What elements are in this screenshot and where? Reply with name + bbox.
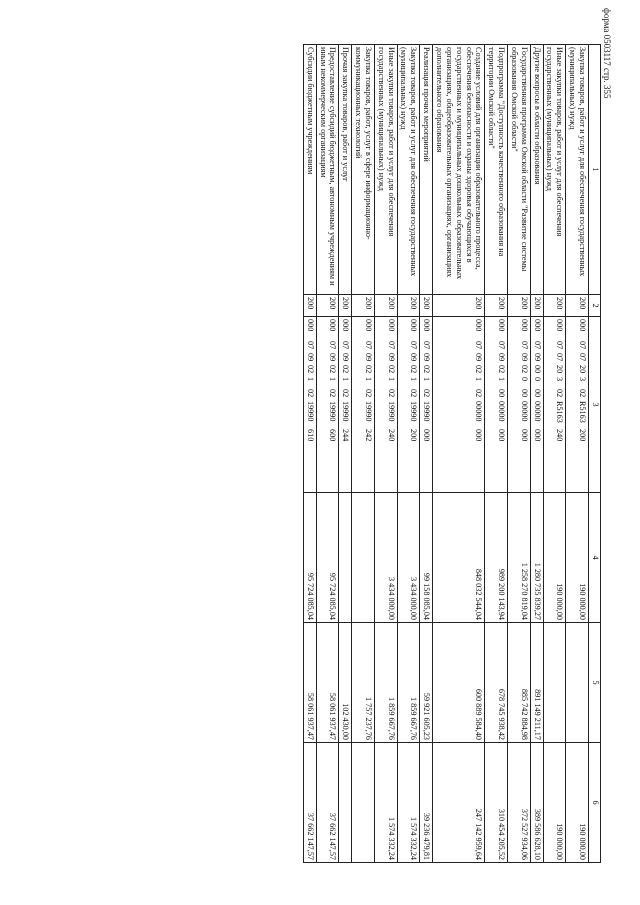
row-name: Субсидии бюджетным учреждениям [303, 45, 316, 295]
table-row [433, 45, 485, 863]
row-value-approved: 190 000,00 [566, 493, 589, 623]
code-part: 20 [555, 365, 565, 374]
row-value-approved: 95 724 085,04 [303, 493, 316, 623]
row-classification-code [339, 317, 352, 493]
code-part: 07 [555, 341, 565, 350]
code-part: 3 [578, 377, 587, 382]
code-part: 02 [341, 365, 351, 374]
code-part: 02 [474, 389, 484, 398]
row-line-code: 200 [508, 295, 531, 317]
row-line-code: 200 [433, 295, 485, 317]
row-value-executed: 1 859 667,76 [397, 623, 420, 743]
row-name: Предоставление субсидий бюджетным, автономным учреждениям и иным некоммерческим организациям [316, 45, 339, 295]
code-part: 610 [305, 429, 315, 442]
code-part: 1 [363, 377, 373, 382]
code-part: 02 [363, 389, 373, 398]
row-line-code: 200 [352, 295, 375, 317]
code-part: 19990 [328, 401, 338, 422]
row-value-remaining [352, 743, 375, 863]
code-part: 09 [422, 353, 432, 362]
row-classification-code [303, 317, 316, 493]
code-part: 00 [532, 365, 542, 374]
code-part: 02 [386, 365, 396, 374]
row-value-approved: 1 258 270 819,04 [508, 493, 531, 623]
row-value-approved: 99 158 085,04 [420, 493, 433, 623]
row-name: Реализация прочих мероприятий [420, 45, 433, 295]
code-part: 000 [386, 319, 396, 332]
row-name: Закупка товаров, работ и услуг для обеспечения государственных (муниципальных) нужд [566, 45, 589, 295]
code-part: 3 [555, 377, 565, 382]
code-part: 09 [363, 353, 373, 362]
code-part: 000 [474, 319, 484, 332]
table-row [420, 45, 433, 863]
table-row [374, 45, 397, 863]
code-part: 0 [532, 377, 542, 382]
row-classification-code [508, 317, 531, 493]
header-row [589, 45, 601, 863]
code-part: 1 [497, 377, 507, 382]
code-part: 09 [474, 353, 484, 362]
code-part: 02 [409, 365, 419, 374]
row-value-approved: 3 434 000,00 [374, 493, 397, 623]
code-part: 1 [341, 377, 351, 382]
row-name: Прочая закупка товаров, работ и услуг [339, 45, 352, 295]
row-value-remaining [339, 743, 352, 863]
row-value-approved: 3 434 000,00 [397, 493, 420, 623]
code-part: 19990 [341, 401, 351, 422]
column-header-6: 6 [589, 743, 601, 863]
code-part: 000 [422, 319, 432, 332]
row-classification-code [543, 317, 566, 493]
row-line-code: 200 [316, 295, 339, 317]
code-part: 00 [532, 389, 542, 398]
code-part: 07 [497, 341, 507, 350]
table-row [316, 45, 339, 863]
code-part: 07 [578, 353, 587, 362]
code-part: 07 [422, 341, 432, 350]
budget-table [303, 44, 601, 863]
row-value-remaining: 37 662 147,57 [303, 743, 316, 863]
code-part: 02 [409, 389, 419, 398]
code-part: 19990 [386, 401, 396, 422]
code-part: 07 [409, 341, 419, 350]
table-row [303, 45, 316, 863]
code-part: 07 [474, 341, 484, 350]
code-part: 000 [532, 429, 542, 442]
code-part: 1 [474, 377, 484, 382]
row-classification-code [485, 317, 508, 493]
table-row [566, 45, 589, 863]
code-part: 09 [341, 353, 351, 362]
row-name: Государственная программа Омской области "Развитие системы образования Омской области" [508, 45, 531, 295]
code-part: R5163 [578, 401, 587, 423]
code-part: 07 [519, 341, 529, 350]
row-value-executed: 678 745 938,42 [485, 623, 508, 743]
code-part: 000 [422, 429, 432, 442]
code-part: 000 [497, 429, 507, 442]
row-value-approved: 848 032 544,04 [433, 493, 485, 623]
row-value-remaining: 389 586 628,10 [530, 743, 543, 863]
code-part: 09 [519, 353, 529, 362]
column-header-3: 3 [589, 317, 601, 493]
row-name: Иные закупки товаров, работ и услуг для обеспечения государственных (муниципальных) нужд [374, 45, 397, 295]
row-line-code: 200 [420, 295, 433, 317]
code-part: 09 [409, 353, 419, 362]
code-part: 02 [328, 365, 338, 374]
code-part: 000 [555, 319, 565, 332]
row-value-executed: 1 757 237,76 [352, 623, 375, 743]
row-value-remaining: 39 236 479,81 [420, 743, 433, 863]
code-part: 000 [474, 429, 484, 442]
code-part: 000 [519, 319, 529, 332]
code-part: 000 [305, 319, 315, 332]
code-part: 07 [305, 341, 315, 350]
code-part: 200 [409, 429, 419, 442]
code-part: 20 [578, 365, 587, 374]
row-line-code: 200 [543, 295, 566, 317]
row-name: Иные закупки товаров, работ и услуг для обеспечения государственных (муниципальных) нужд [543, 45, 566, 295]
code-part: 00000 [532, 401, 542, 422]
row-value-remaining: 190 000,00 [543, 743, 566, 863]
code-part: 240 [555, 429, 565, 442]
row-name: Другие вопросы в области образования [530, 45, 543, 295]
code-part: 000 [409, 319, 419, 332]
row-value-remaining: 1 574 332,24 [397, 743, 420, 863]
code-part: 02 [305, 389, 315, 398]
table-row [485, 45, 508, 863]
code-part: 09 [532, 353, 542, 362]
code-part: 00000 [497, 401, 507, 422]
column-header-2: 2 [589, 295, 601, 317]
code-part: 07 [578, 341, 587, 350]
code-part: 09 [305, 353, 315, 362]
row-classification-code [352, 317, 375, 493]
row-value-executed: 885 742 884,98 [508, 623, 531, 743]
row-name: Создание условий для организации образовательного процесса, обеспечения безопасности и охраны здоровья обучающихся в государственных и муниципальных дошкольных образовательных организациях, общеобразовательных организациях, организациях дополнительного образования [433, 45, 485, 295]
code-part: 02 [305, 365, 315, 374]
code-part: 200 [578, 429, 587, 442]
row-value-executed: 1 859 667,76 [374, 623, 397, 743]
row-classification-code [397, 317, 420, 493]
code-part: 000 [532, 319, 542, 332]
code-part: 600 [328, 429, 338, 442]
row-value-remaining: 1 574 332,24 [374, 743, 397, 863]
form-label: форма 0503117 стр. 355 [602, 8, 612, 99]
code-part: 02 [328, 389, 338, 398]
code-part: 1 [409, 377, 419, 382]
column-header-4: 4 [589, 493, 601, 623]
row-line-code: 200 [339, 295, 352, 317]
code-part: 02 [578, 389, 587, 398]
code-part: 00 [497, 389, 507, 398]
column-header-5: 5 [589, 623, 601, 743]
code-part: 244 [341, 429, 351, 442]
row-value-approved [352, 493, 375, 623]
code-part: R5163 [555, 401, 565, 423]
code-part: 000 [578, 319, 587, 332]
row-value-executed: 58 061 937,47 [316, 623, 339, 743]
row-value-approved: 1 280 735 839,27 [530, 493, 543, 623]
code-part: 07 [363, 341, 373, 350]
row-line-code: 200 [485, 295, 508, 317]
row-line-code: 200 [530, 295, 543, 317]
row-value-remaining: 37 662 147,57 [316, 743, 339, 863]
row-value-remaining: 372 527 934,06 [508, 743, 531, 863]
code-part: 09 [386, 353, 396, 362]
code-part: 02 [555, 389, 565, 398]
row-value-remaining: 247 142 959,64 [433, 743, 485, 863]
code-part: 00000 [519, 401, 529, 422]
row-line-code: 200 [303, 295, 316, 317]
row-classification-code [316, 317, 339, 493]
row-line-code: 200 [566, 295, 589, 317]
row-value-remaining: 190 000,00 [566, 743, 589, 863]
code-part: 19990 [422, 401, 432, 422]
code-part: 02 [341, 389, 351, 398]
code-part: 19990 [305, 401, 315, 422]
code-part: 1 [422, 377, 432, 382]
row-value-approved: 95 724 085,04 [316, 493, 339, 623]
code-part: 0 [519, 377, 529, 382]
code-part: 000 [363, 319, 373, 332]
code-part: 242 [363, 429, 373, 442]
code-part: 000 [519, 429, 529, 442]
row-classification-code [374, 317, 397, 493]
row-value-executed: 600 889 584,40 [433, 623, 485, 743]
row-value-executed: 58 061 937,47 [303, 623, 316, 743]
code-part: 02 [386, 389, 396, 398]
code-part: 19990 [363, 401, 373, 422]
code-part: 07 [341, 341, 351, 350]
table-row [508, 45, 531, 863]
code-part: 000 [497, 319, 507, 332]
code-part: 07 [555, 353, 565, 362]
code-part: 07 [328, 341, 338, 350]
row-name: Закупка товаров, работ и услуг для обеспечения государственных (муниципальных) нужд [397, 45, 420, 295]
code-part: 1 [328, 377, 338, 382]
code-part: 1 [386, 377, 396, 382]
row-value-executed: 59 921 605,23 [420, 623, 433, 743]
table-body [303, 45, 588, 863]
row-line-code: 200 [397, 295, 420, 317]
code-part: 000 [341, 319, 351, 332]
row-classification-code [530, 317, 543, 493]
row-classification-code [420, 317, 433, 493]
code-part: 02 [519, 365, 529, 374]
row-value-executed [566, 623, 589, 743]
code-part: 1 [305, 377, 315, 382]
code-part: 02 [422, 365, 432, 374]
row-name: Подпрограмма "Доступность качественного образования на территории Омской области" [485, 45, 508, 295]
row-value-executed: 891 149 211,17 [530, 623, 543, 743]
code-part: 02 [474, 365, 484, 374]
code-part: 00000 [474, 401, 484, 422]
row-value-remaining: 310 454 205,52 [485, 743, 508, 863]
column-header-1: 1 [589, 45, 601, 295]
table-row [543, 45, 566, 863]
row-classification-code [566, 317, 589, 493]
code-part: 02 [422, 389, 432, 398]
code-part: 240 [386, 429, 396, 442]
row-line-code: 200 [374, 295, 397, 317]
code-part: 09 [328, 353, 338, 362]
code-part: 09 [497, 353, 507, 362]
row-value-approved: 989 200 143,94 [485, 493, 508, 623]
table-row [530, 45, 543, 863]
code-part: 000 [328, 319, 338, 332]
row-classification-code [433, 317, 485, 493]
code-part: 00 [519, 389, 529, 398]
row-name: Закупка товаров, работ, услуг в сфере информационно-коммуникационных технологий [352, 45, 375, 295]
table-row [352, 45, 375, 863]
budget-table-container [73, 44, 601, 862]
row-value-executed: 102 430,00 [339, 623, 352, 743]
row-value-approved [339, 493, 352, 623]
row-value-approved: 190 000,00 [543, 493, 566, 623]
code-part: 02 [363, 365, 373, 374]
table-row [397, 45, 420, 863]
row-value-executed [543, 623, 566, 743]
table-row [339, 45, 352, 863]
code-part: 07 [386, 341, 396, 350]
code-part: 19990 [409, 401, 419, 422]
code-part: 02 [497, 365, 507, 374]
code-part: 07 [532, 341, 542, 350]
